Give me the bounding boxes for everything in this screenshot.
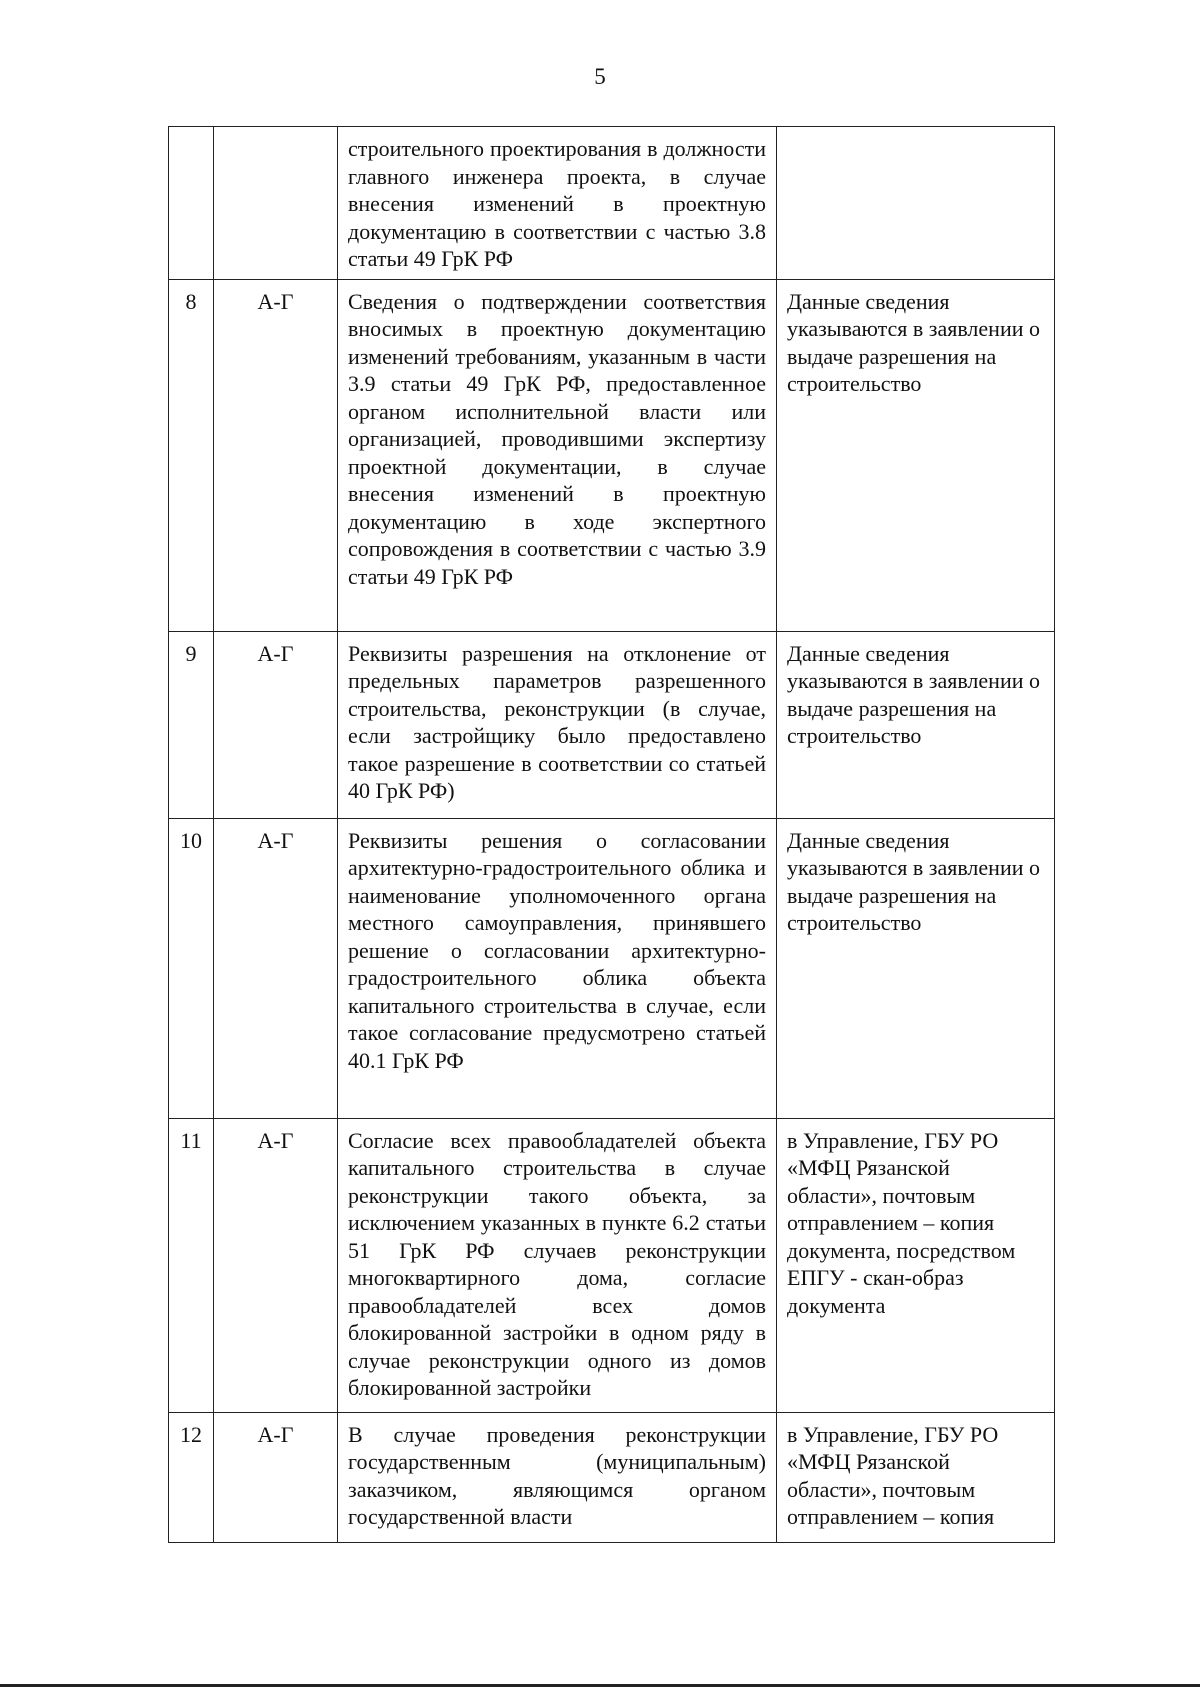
row-note: Данные сведения указываются в заявлении о выдаче разрешения на строительство xyxy=(777,279,1055,631)
table-row xyxy=(169,1118,1055,1412)
row-type: А-Г xyxy=(214,1118,338,1412)
row-note: Данные сведения указываются в заявлении о выдаче разрешения на строительство xyxy=(777,818,1055,1118)
row-description: В случае проведения реконструкции государственным (муниципальным) заказчиком, являющимся органом государственной власти xyxy=(338,1412,777,1542)
row-number: 8 xyxy=(169,279,214,631)
table-row xyxy=(169,631,1055,818)
row-number xyxy=(169,127,214,280)
row-type: А-Г xyxy=(214,279,338,631)
row-number: 12 xyxy=(169,1412,214,1542)
row-type xyxy=(214,127,338,280)
row-description: Реквизиты разрешения на отклонение от предельных параметров разрешенного строительства, реконструкции (в случае, если застройщику было предоставлено такое разрешение в соответствии со статьей 40 ГрК РФ) xyxy=(338,631,777,818)
row-description: Реквизиты решения о согласовании архитектурно-градостроительного облика и наименование уполномоченного органа местного самоуправления, принявшего решение о согласовании архитектурно-градостроительного облика объекта капитального строительства в случае, если такое согласование предусмотрено статьей 40.1 ГрК РФ xyxy=(338,818,777,1118)
row-description: Сведения о подтверждении соответствия вносимых в проектную документацию изменений требованиям, указанным в части 3.9 статьи 49 ГрК РФ, предоставленное органом исполнительной власти или организацией, проводившими экспертизу проектной документации, в случае внесения изменений в проектную документацию в ходе экспертного сопровождения в соответствии с частью 3.9 статьи 49 ГрК РФ xyxy=(338,279,777,631)
bottom-divider xyxy=(0,1684,1200,1687)
row-type: А-Г xyxy=(214,1412,338,1542)
row-note xyxy=(777,127,1055,280)
table-row xyxy=(169,279,1055,631)
table-row xyxy=(169,127,1055,280)
table-row xyxy=(169,818,1055,1118)
row-description: строительного проектирования в должности главного инженера проекта, в случае внесения изменений в проектную документацию в соответствии с частью 3.8 статьи 49 ГрК РФ xyxy=(338,127,777,280)
row-note: в Управление, ГБУ РО «МФЦ Рязанской области», почтовым отправлением – копия документа, посредством ЕПГУ - скан-образ документа xyxy=(777,1118,1055,1412)
row-number: 11 xyxy=(169,1118,214,1412)
documents-table xyxy=(168,126,1055,1543)
row-type: А-Г xyxy=(214,631,338,818)
row-type: А-Г xyxy=(214,818,338,1118)
row-description: Согласие всех правообладателей объекта капитального строительства в случае реконструкции такого объекта, за исключением указанных в пункте 6.2 статьи 51 ГрК РФ случаев реконструкции многоквартирного дома, согласие правообладателей всех домов блокированной застройки в одном ряду в случае реконструкции одного из домов блокированной застройки xyxy=(338,1118,777,1412)
row-number: 9 xyxy=(169,631,214,818)
row-note: в Управление, ГБУ РО «МФЦ Рязанской области», почтовым отправлением – копия xyxy=(777,1412,1055,1542)
row-note: Данные сведения указываются в заявлении о выдаче разрешения на строительство xyxy=(777,631,1055,818)
page-number: 5 xyxy=(594,64,606,89)
row-number: 10 xyxy=(169,818,214,1118)
table-row xyxy=(169,1412,1055,1542)
